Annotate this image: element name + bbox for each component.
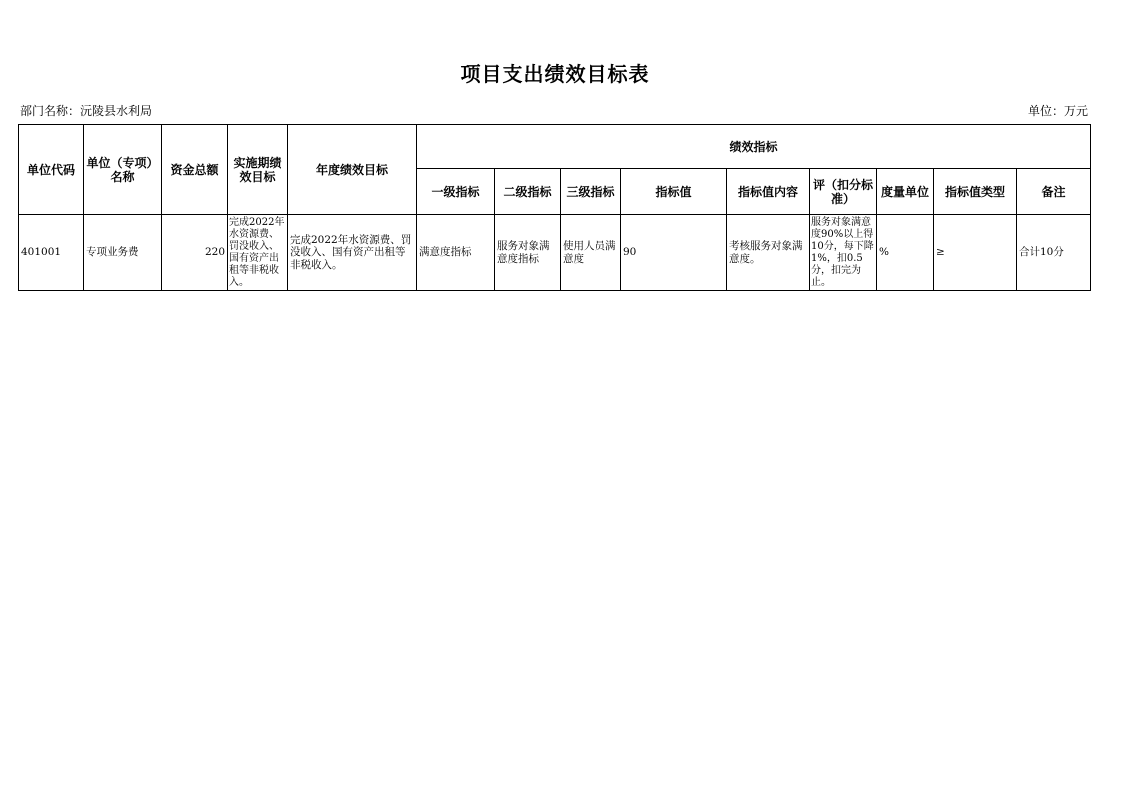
department-name: 部门名称：沅陵县水利局 <box>20 104 153 118</box>
header-unit-code: 单位代码 <box>19 125 84 215</box>
header-annual-goal: 年度绩效目标 <box>288 125 417 215</box>
cell-scoring: 服务对象满意度90%以上得10分，每下降1%，扣0.5分，扣完为止。 <box>810 215 877 291</box>
cell-value: 90 <box>621 215 727 291</box>
header-impl-goal: 实施期绩效目标 <box>228 125 288 215</box>
cell-remark: 合计10分 <box>1017 215 1091 291</box>
header-value: 指标值 <box>621 169 727 215</box>
cell-value-content: 考核服务对象满意度。 <box>727 215 810 291</box>
cell-unit-code: 401001 <box>19 215 84 291</box>
header-remark: 备注 <box>1017 169 1091 215</box>
header-unit-name: 单位（专项）名称 <box>84 125 162 215</box>
cell-measure-unit: % <box>877 215 934 291</box>
cell-level3: 使用人员满意度 <box>561 215 621 291</box>
header-level2: 二级指标 <box>495 169 561 215</box>
header-level1: 一级指标 <box>417 169 495 215</box>
cell-unit-name: 专项业务费 <box>84 215 162 291</box>
cell-level1: 满意度指标 <box>417 215 495 291</box>
page-title: 项目支出绩效目标表 <box>460 62 650 86</box>
cell-impl-goal: 完成2022年水资源费、罚没收入、国有资产出租等非税收入。 <box>228 215 288 291</box>
header-value-content: 指标值内容 <box>727 169 810 215</box>
header-scoring: 评（扣分标准） <box>810 169 877 215</box>
cell-value-type: ≥ <box>934 215 1017 291</box>
cell-total-funds: 220 <box>162 215 228 291</box>
header-perf-indicators: 绩效指标 <box>417 125 1091 169</box>
cell-annual-goal: 完成2022年水资源费、罚没收入、国有资产出租等非税收入。 <box>288 215 417 291</box>
currency-unit: 单位：万元 <box>1027 104 1088 118</box>
header-total-funds: 资金总额 <box>162 125 228 215</box>
header-measure-unit: 度量单位 <box>877 169 934 215</box>
header-level3: 三级指标 <box>561 169 621 215</box>
table-row <box>19 215 1091 291</box>
cell-level2: 服务对象满意度指标 <box>495 215 561 291</box>
performance-target-table <box>18 124 1091 291</box>
header-value-type: 指标值类型 <box>934 169 1017 215</box>
